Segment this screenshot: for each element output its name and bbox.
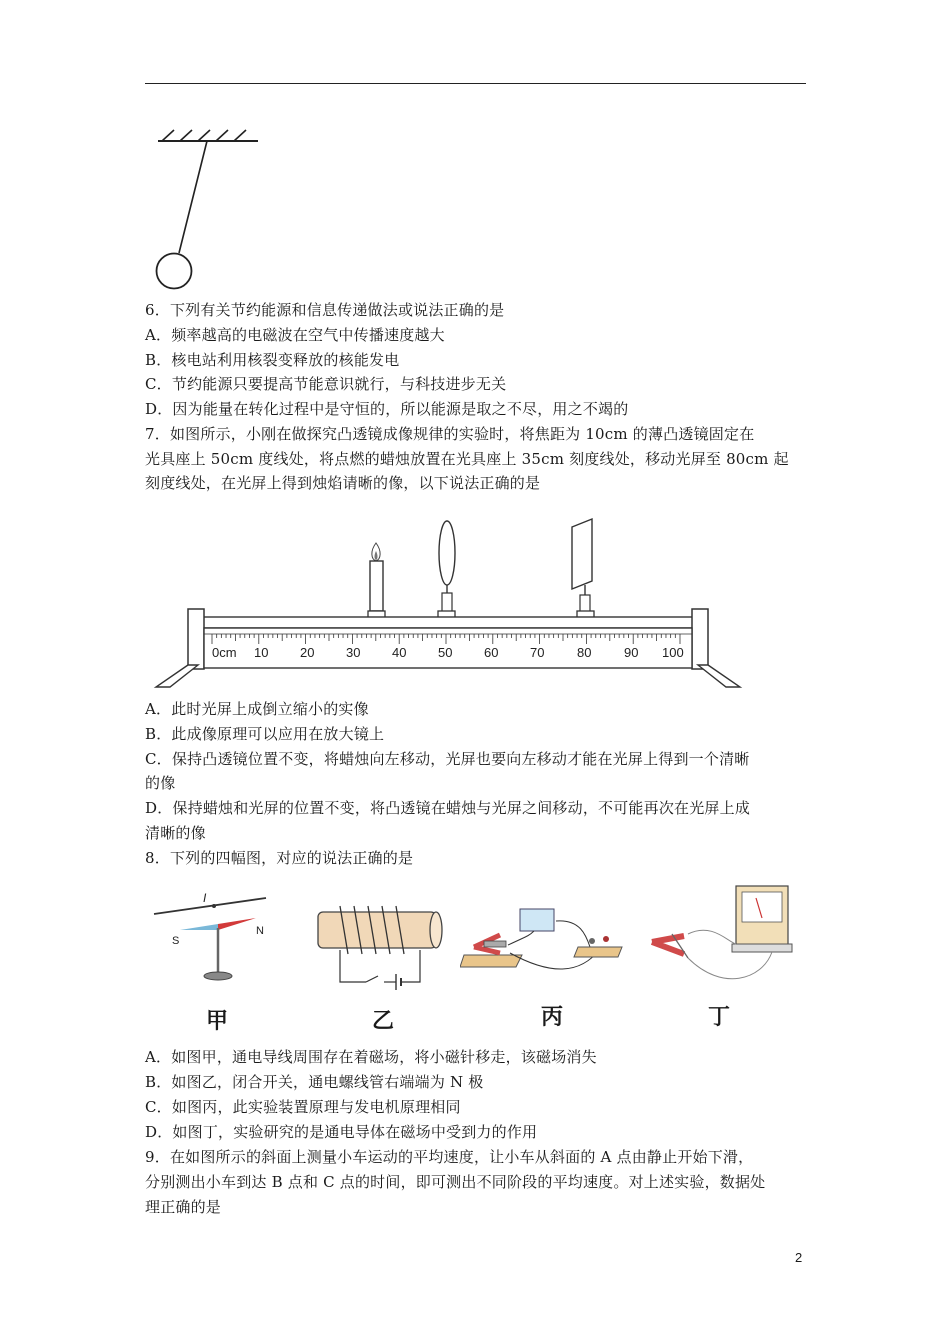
optical-bench-figure	[140, 515, 760, 690]
caption-yi: 乙	[372, 1009, 395, 1034]
pendulum-string	[179, 141, 207, 253]
needle-north	[218, 918, 256, 930]
q7-option-a: A．此时光屏上成倒立缩小的实像	[145, 700, 369, 718]
figure-ding	[632, 882, 797, 992]
current-label: I	[203, 891, 207, 905]
power-box	[520, 909, 554, 931]
ruler-label-100: 100	[662, 645, 684, 660]
ruler-label-60: 60	[484, 645, 499, 660]
q7-option-d-cont: 清晰的像	[145, 824, 206, 842]
q6-option-d: D．因为能量在转化过程中是守恒的，所以能源是取之不尽，用之不竭的	[145, 400, 629, 418]
q9-stem-line-3: 理正确的是	[145, 1198, 222, 1216]
page-number: 2	[795, 1250, 803, 1265]
q9-stem-line-1: 9．在如图所示的斜面上测量小车运动的平均速度，让小车从斜面的 A 点由静止开始下滑，	[145, 1148, 754, 1166]
q7-option-d: D．保持蜡烛和光屏的位置不变，将凸透镜在蜡烛与光屏之间移动，不可能再次在光屏上成	[145, 799, 751, 817]
ruler-label-70: 70	[530, 645, 545, 660]
q9-stem-line-2: 分别测出小车到达 B 点和 C 点的时间，即可测出不同阶段的平均速度。对上述实验，数据处	[145, 1173, 766, 1191]
q6-stem: 6．下列有关节约能源和信息传递做法或说法正确的是	[145, 301, 505, 319]
candle	[370, 543, 383, 619]
figure-jia	[148, 888, 278, 988]
ruler-label-90: 90	[624, 645, 639, 660]
figure-bing	[460, 895, 630, 985]
ruler-label-80: 80	[577, 645, 592, 660]
caption-bing: 丙	[541, 1005, 564, 1030]
circuit-wire	[340, 950, 366, 982]
q7-option-c: C．保持凸透镜位置不变，将蜡烛向左移动，光屏也要向左移动才能在光屏上得到一个清晰	[145, 750, 750, 768]
q7-option-b: B．此成像原理可以应用在放大镜上	[145, 725, 385, 743]
light-screen	[572, 519, 592, 613]
figure-yi	[310, 902, 450, 992]
base-board-right	[574, 947, 622, 957]
q6-option-c: C．节约能源只要提高节能意识就行，与科技进步无关	[145, 375, 507, 393]
q8-stem: 8．下列的四幅图，对应的说法正确的是	[145, 849, 414, 867]
pendulum-ball	[157, 254, 192, 289]
right-post	[692, 609, 708, 669]
ceiling-hatch	[162, 130, 246, 141]
q6-option-b: B．核电站利用核裂变释放的核能发电	[145, 351, 400, 369]
q8-option-a: A．如图甲，通电导线周围存在着磁场，将小磁针移走，该磁场消失	[145, 1048, 597, 1066]
needle-n-label: N	[256, 925, 264, 937]
q8-option-b: B．如图乙，闭合开关，通电螺线管右端端为 N 极	[145, 1073, 484, 1091]
solenoid-tube	[318, 912, 436, 948]
stand-base	[204, 972, 232, 980]
pendulum-figure	[150, 125, 270, 295]
current-wire	[154, 898, 266, 914]
base-board-left	[460, 955, 522, 967]
ruler-label-10: 10	[254, 645, 269, 660]
switch	[366, 976, 378, 982]
ruler-label-30: 30	[346, 645, 361, 660]
q7-option-c-cont: 的像	[145, 774, 176, 792]
q7-stem-line-2: 光具座上 50cm 度线处，将点燃的蜡烛放置在光具座上 35cm 刻度线处，移动光屏至 80cm 起	[145, 450, 789, 468]
right-foot	[698, 665, 740, 687]
q7-stem-line-1: 7．如图所示，小刚在做探究凸透镜成像规律的实验时，将焦距为 10cm 的薄凸透镜固定在	[145, 425, 755, 443]
q6-option-a: A．频率越高的电磁波在空气中传播速度越大	[145, 326, 445, 344]
q8-option-d: D．如图丁，实验研究的是通电导体在磁场中受到力的作用	[145, 1123, 538, 1141]
q7-stem-line-3: 刻度线处，在光屏上得到烛焰请晰的像，以下说法正确的是	[145, 474, 541, 492]
bench-rail	[192, 617, 697, 628]
ruler-label-40: 40	[392, 645, 407, 660]
convex-lens	[439, 521, 455, 613]
caption-jia: 甲	[206, 1009, 229, 1034]
ruler-label-0: 0cm	[212, 645, 237, 660]
header-rule	[145, 83, 806, 84]
q8-option-c: C．如图丙，此实验装置原理与发电机原理相同	[145, 1098, 461, 1116]
caption-ding: 丁	[708, 1005, 731, 1030]
needle-south	[180, 924, 218, 930]
ruler-label-50: 50	[438, 645, 453, 660]
needle-s-label: S	[172, 935, 180, 947]
left-post	[188, 609, 204, 669]
left-foot	[156, 665, 198, 687]
ruler-label-20: 20	[300, 645, 315, 660]
